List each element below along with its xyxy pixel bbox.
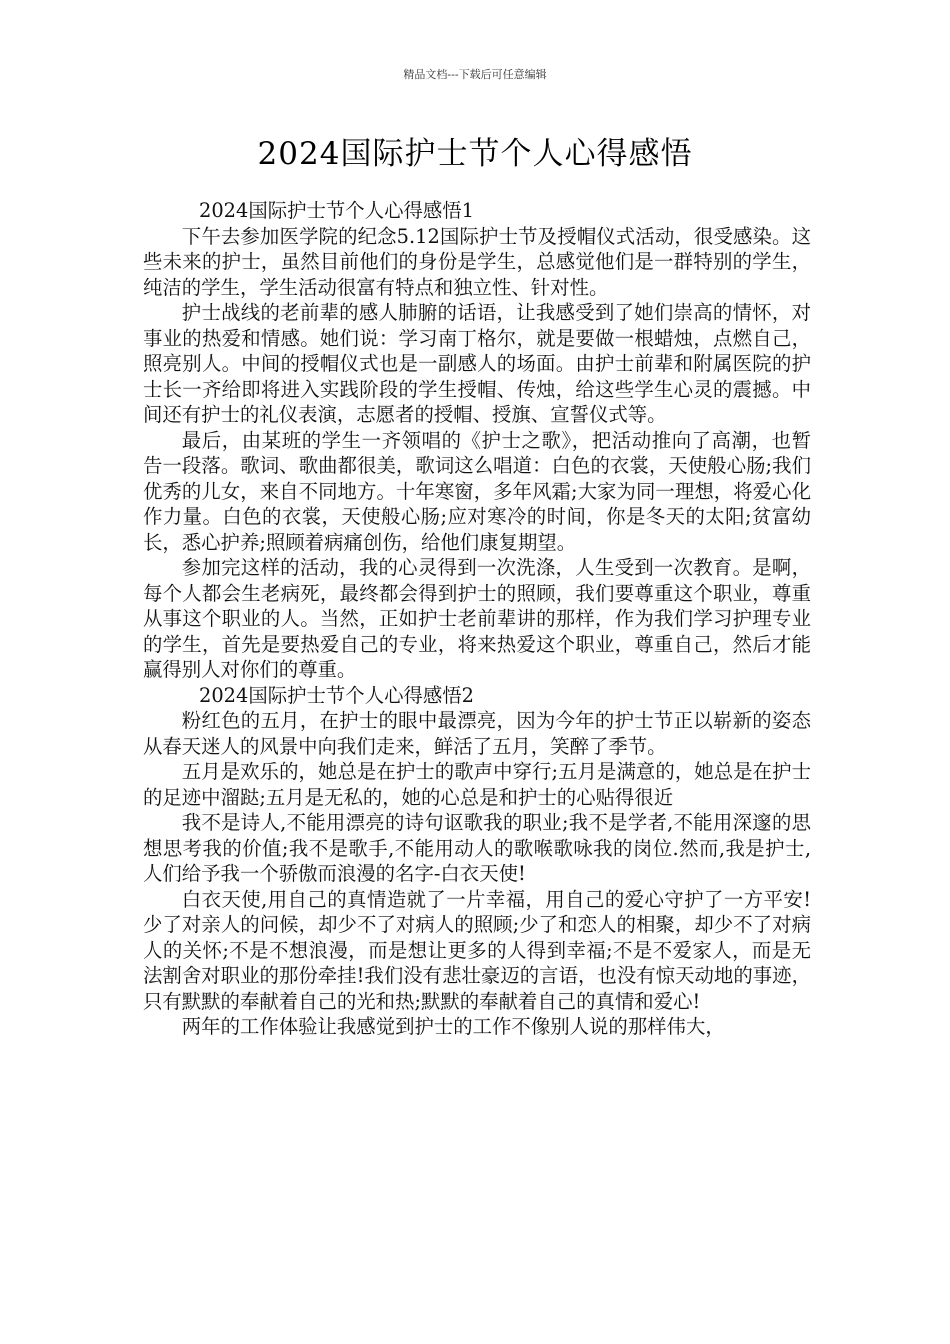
paragraph: 下午去参加医学院的纪念5.12国际护士节及授帽仪式活动，很受感染。这些未来的护士，虽然目前他们的身份是学生，总感觉他们是一群特别的学生，纯洁的学生，学生活动很富有特点和独立性、针对性。 xyxy=(143,224,811,299)
paragraph: 白衣天使,用自己的真情造就了一片幸福，用自己的爱心守护了一方平安!少了对亲人的问候，却少不了对病人的照顾;少了和恋人的相聚，却少不了对病人的关怀;不是不想浪漫，而是想让更多的人得到幸福;不是不爱家人，而是无法割舍对职业的那份牵挂!我们没有悲壮豪迈的言语，也没有惊天动地的事迹，只有默默的奉献着自己的光和热;默默的奉献着自己的真情和爱心! xyxy=(143,887,811,1013)
document-body xyxy=(143,198,811,1040)
section-heading: 2024国际护士节个人心得感悟1 xyxy=(199,199,474,222)
paragraph: 我不是诗人,不能用漂亮的诗句讴歌我的职业;我不是学者,不能用深邃的思想思考我的价值;我不是歌手,不能用动人的歌喉歌咏我的岗位.然而,我是护士,人们给予我一个骄傲而浪漫的名字-白衣天使! xyxy=(143,811,811,885)
paragraph: 五月是欢乐的，她总是在护士的歌声中穿行;五月是满意的，她总是在护士的足迹中溜跶;五月是无私的，她的心总是和护士的心贴得很近 xyxy=(143,760,811,809)
document-title: 2024国际护士节个人心得感悟 xyxy=(257,136,693,172)
header-note: 精品文档---下载后可任意编辑 xyxy=(403,68,547,81)
paragraph: 参加完这样的活动，我的心灵得到一次洗涤，人生受到一次教育。是啊，每个人都会生老病死，最终都会得到护士的照顾，我们要尊重这个职业，尊重从事这个职业的人。当然，正如护士老前辈讲的那样，作为我们学习护理专业的学生，首先是要热爱自己的专业，将来热爱这个职业，尊重自己，然后才能赢得别人对你们的尊重。 xyxy=(143,556,811,681)
paragraph: 两年的工作体验让我感觉到护士的工作不像别人说的那样伟大， xyxy=(181,1015,725,1038)
section-heading: 2024国际护士节个人心得感悟2 xyxy=(199,683,474,707)
paragraph: 护士战线的老前辈的感人肺腑的话语，让我感受到了她们崇高的情怀，对事业的热爱和情感。她们说：学习南丁格尔，就是要做一根蜡烛，点燃自己，照亮别人。中间的授帽仪式也是一副感人的场面。由护士前辈和附属医院的护士长一齐给即将进入实践阶段的学生授帽、传烛，给这些学生心灵的震撼。中间还有护士的礼仪表演，志愿者的授帽、授旗、宣誓仪式等。 xyxy=(143,301,811,426)
paragraph: 最后，由某班的学生一齐领唱的《护士之歌》，把活动推向了高潮，也暂告一段落。歌词、歌曲都很美，歌词这么唱道：白色的衣裳，天使般心肠;我们优秀的儿女，来自不同地方。十年寒窗，多年风霜;大家为同一理想，将爱心化作力量。白色的衣裳，天使般心肠;应对寒冷的时间，你是冬天的太阳;贫富幼长，悉心护养;照顾着病痛创伤，给他们康复期望。 xyxy=(143,428,811,554)
paragraph: 粉红色的五月，在护士的眼中最漂亮，因为今年的护士节正以崭新的姿态从春天迷人的风景中向我们走来，鲜活了五月，笑醉了季节。 xyxy=(143,709,811,758)
